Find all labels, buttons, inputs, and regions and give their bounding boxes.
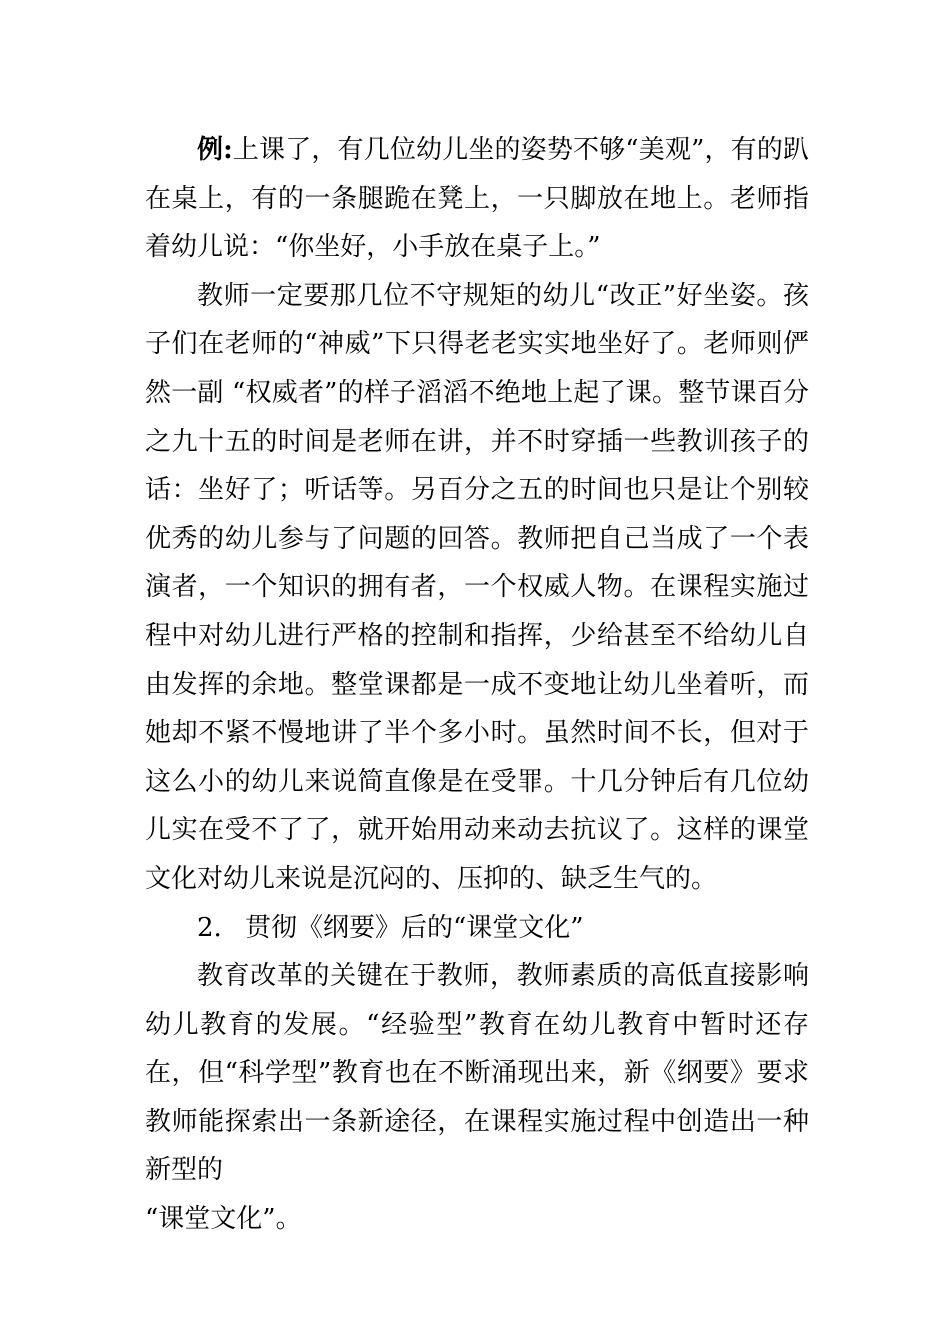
body-paragraph-2: 教育改革的关键在于教师，教师素质的高低直接影响幼儿教育的发展。“经验型”教育在幼儿教育中暂时还存在，但“科学型”教育也在不断涌现出来，新《纲要》要求教师能探索出一条新途径，在课程实施过程中创造出一种新型的 [145,961,809,1186]
body-paragraph-1: 教师一定要那几位不守规矩的幼儿“改正”好坐姿。孩子们在老师的“神威”下只得老老实实地坐好了。老师则俨然一副 “权威者”的样子滔滔不绝地上起了课。整节课百分之九十五的时间是老师在讲，并不时穿插一些教训孩子的话：坐好了；听话等。另百分之五的时间也只是让个别较优秀的幼儿参与了问题的回答。教师把自己当成了一个表演者，一个知识的拥有者，一个权威人物。在课程实施过程中对幼儿进行严格的控制和指挥，少给甚至不给幼儿自由发挥的余地。整堂课都是一成不变地让幼儿坐着听，而她却不紧不慢地讲了半个多小时。虽然时间不长，但对于这么小的幼儿来说简直像是在受罪。十几分钟后有几位幼儿实在受不了了，就开始用动来动去抗议了。这样的课堂文化对幼儿来说是沉闷的、压抑的、缺乏生气的。 [145,280,809,894]
example-paragraph [145,126,809,272]
document-page [145,126,809,1244]
section-title: 贯彻《纲要》后的“课堂文化” [245,912,584,943]
example-label: 例: [197,135,233,165]
section-heading-2 [145,904,809,953]
body-paragraph-2-end: “课堂文化”。 [145,1204,302,1235]
example-text: 上课了，有几位幼儿坐的姿势不够“美观”，有的趴在桌上，有的一条腿跪在凳上，一只脚放在地上。老师指着幼儿说：“你坐好，小手放在桌子上。” [145,135,809,263]
section-number: 2. [197,912,222,943]
